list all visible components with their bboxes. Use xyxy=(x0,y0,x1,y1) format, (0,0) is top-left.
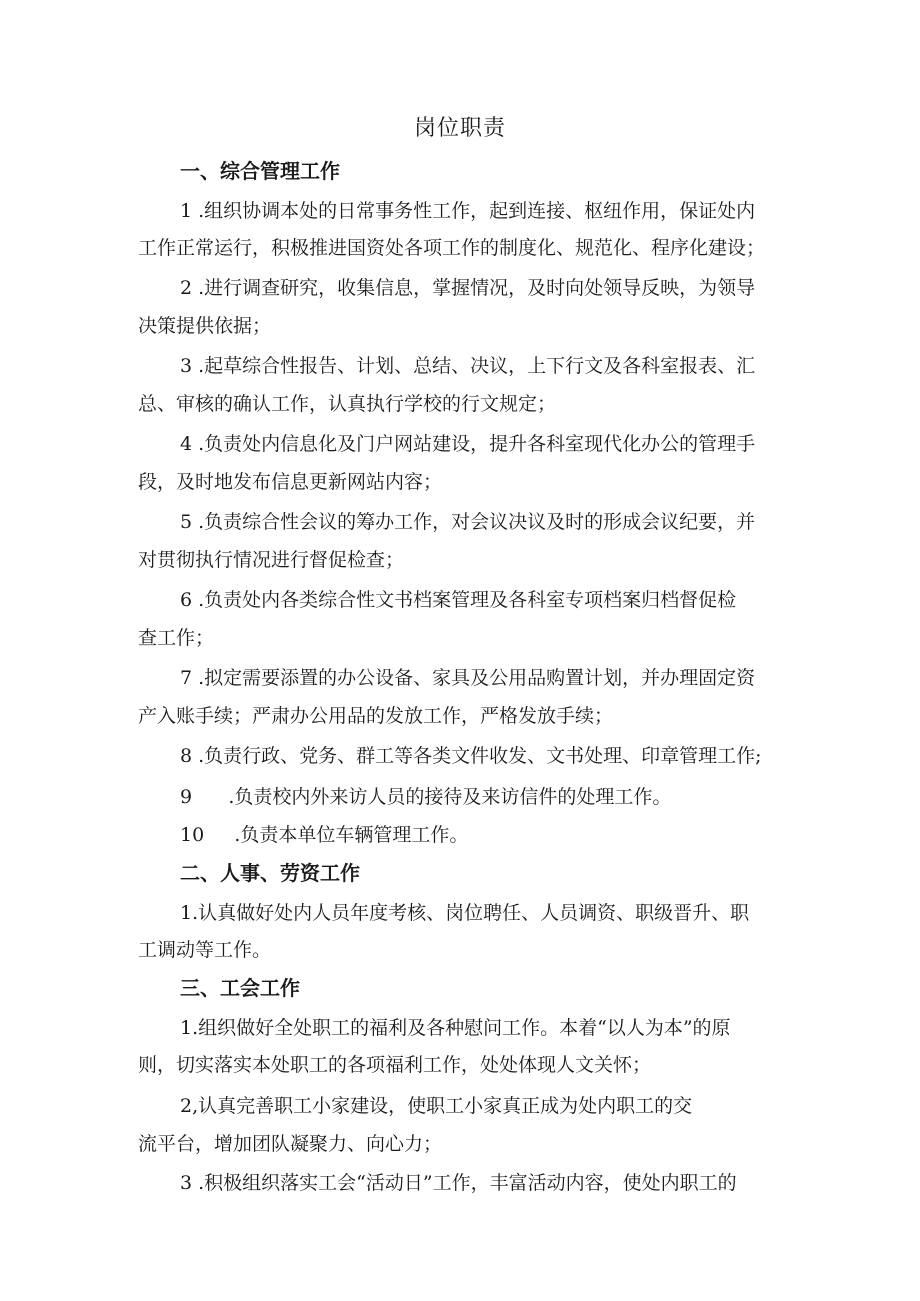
item-line: 决策提供依据； xyxy=(138,315,272,337)
item-line: 3 .起草综合性报告、计划、总结、决议，上下行文及各科室报表、汇 xyxy=(180,355,756,377)
item-line: 4 .负责处内信息化及门户网站建设，提升各科室现代化办公的管理手 xyxy=(180,433,756,455)
item-line: 总、审核的确认工作，认真执行学校的行文规定； xyxy=(138,393,557,415)
item-line: 3 .积极组织落实工会“活动日”工作，丰富活动内容，使处内职工的 xyxy=(180,1172,737,1194)
item-line: 工调动等工作。 xyxy=(138,939,272,961)
item-line: 段，及时地发布信息更新网站内容； xyxy=(138,471,443,493)
item-line: 1 .组织协调本处的日常事务性工作，起到连接、枢纽作用，保证处内 xyxy=(180,200,756,222)
item-line: 查工作； xyxy=(138,627,215,649)
item-line: 对贯彻执行情况进行督促检查； xyxy=(138,549,405,571)
item-line: 5 .负责综合性会议的筹办工作，对会议决议及时的形成会议纪要，并 xyxy=(180,511,756,533)
item-line: 产入账手续；严肃办公用品的发放工作，严格发放手续； xyxy=(138,705,614,727)
section-heading: 三、工会工作 xyxy=(180,976,300,1000)
item-line: 6 .负责处内各类综合性文书档案管理及各科室专项档案归档督促检 xyxy=(180,589,737,611)
section-heading: 二、人事、劳资工作 xyxy=(180,861,360,885)
item-line: 2 .进行调查研究，收集信息，掌握情况，及时向处领导反映，为领导 xyxy=(180,277,756,299)
item-line: 1.组织做好全处职工的福利及各种慰问工作。本着“以人为本”的原 xyxy=(180,1017,731,1039)
page-title: 岗位职责 xyxy=(413,116,506,141)
item-line: 8 .负责行政、党务、群工等各类文件收发、文书处理、印章管理工作; xyxy=(180,745,762,767)
item-line: 10 .负责本单位车辆管理工作。 xyxy=(180,824,469,846)
item-line: 2,认真完善职工小家建设，使职工小家真正成为处内职工的交 xyxy=(180,1095,693,1117)
item-line: 7 .拟定需要添置的办公设备、家具及公用品购置计划，并办理固定资 xyxy=(180,667,756,689)
item-line: 流平台，增加团队凝聚力、向心力； xyxy=(138,1133,443,1155)
item-line: 9 .负责校内外来访人员的接待及来访信件的处理工作。 xyxy=(180,786,672,808)
section-heading: 一、综合管理工作 xyxy=(180,159,340,183)
item-line: 1.认真做好处内人员年度考核、岗位聘任、人员调资、职级晋升、职 xyxy=(180,902,750,924)
item-line: 则，切实落实本处职工的各项福利工作，处处体现人文关怀； xyxy=(138,1054,652,1076)
item-line: 工作正常运行，积极推进国资处各项工作的制度化、规范化、程序化建设； xyxy=(138,237,766,259)
